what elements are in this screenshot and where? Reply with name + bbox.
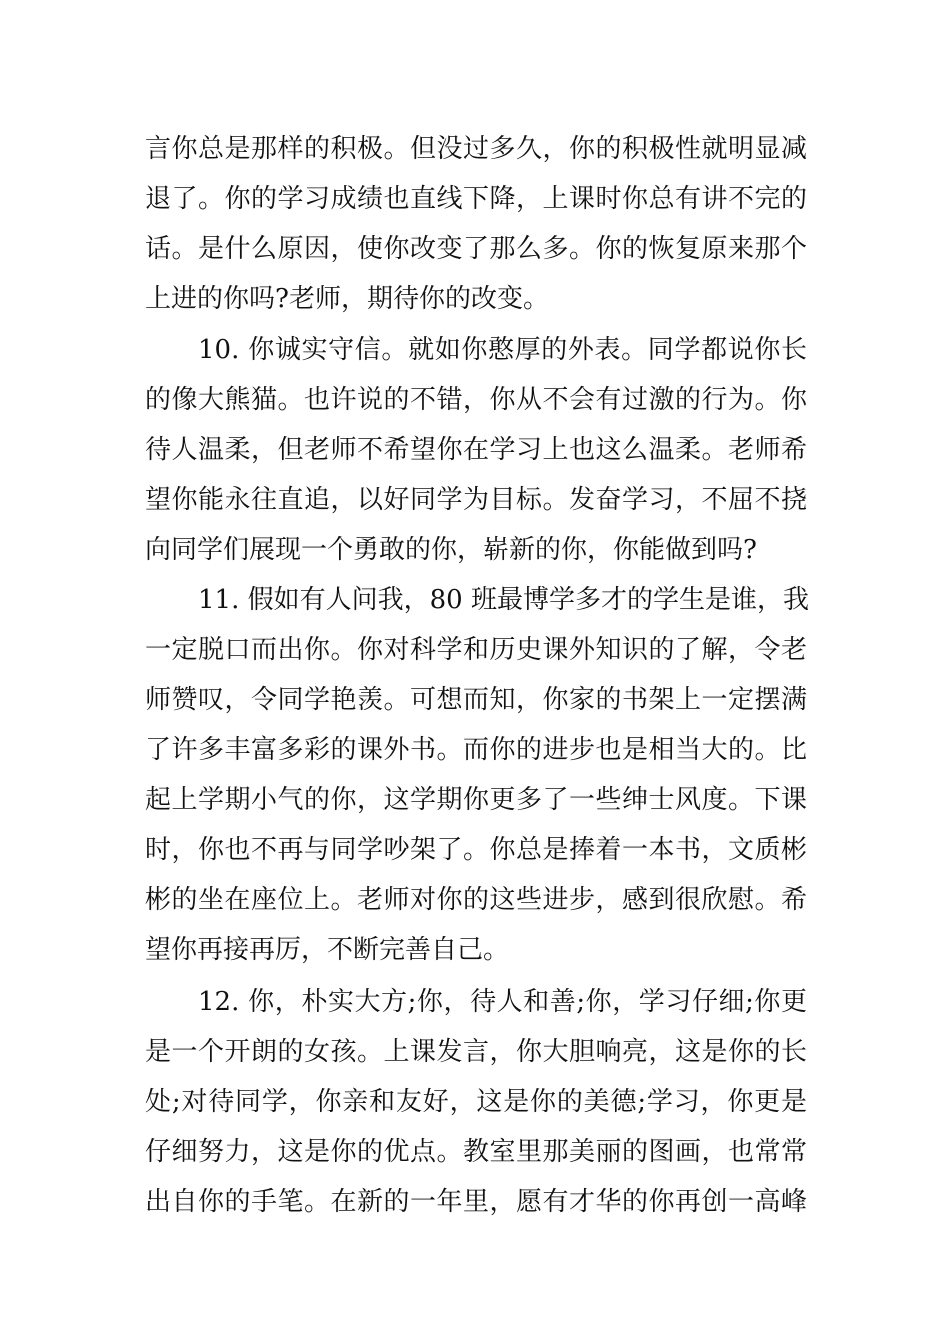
- text-line: 言你总是那样的积极。但没过多久，你的积极性就明显减: [145, 134, 807, 164]
- text-line: 望你再接再厉，不断完善自己。: [145, 935, 510, 965]
- paragraph-start-line: 12. 你，朴实大方;你，待人和善;你，学习仔细;你更: [198, 987, 807, 1017]
- paragraph-start-line: 10. 你诚实守信。就如你憨厚的外表。同学都说你长: [198, 335, 807, 365]
- text-line: 退了。你的学习成绩也直线下降，上课时你总有讲不完的: [145, 184, 807, 214]
- text-line: 的像大熊猫。也许说的不错，你从不会有过激的行为。你: [145, 385, 807, 415]
- text-line: 上进的你吗?老师，期待你的改变。: [145, 284, 549, 314]
- text-line: 一定脱口而出你。你对科学和历史课外知识的了解，令老: [145, 635, 807, 665]
- text-line: 向同学们展现一个勇敢的你，崭新的你，你能做到吗?: [145, 535, 757, 565]
- paragraph-start-line: 11. 假如有人问我，80 班最博学多才的学生是谁，我: [198, 585, 809, 615]
- text-line: 师赞叹，令同学艳羡。可想而知，你家的书架上一定摆满: [145, 685, 807, 715]
- text-line: 彬的坐在座位上。老师对你的这些进步，感到很欣慰。希: [145, 885, 807, 915]
- text-line: 话。是什么原因，使你改变了那么多。你的恢复原来那个: [145, 234, 807, 264]
- text-line: 处;对待同学，你亲和友好，这是你的美德;学习，你更是: [145, 1087, 807, 1117]
- text-line: 了许多丰富多彩的课外书。而你的进步也是相当大的。比: [145, 735, 807, 765]
- text-line: 起上学期小气的你，这学期你更多了一些绅士风度。下课: [145, 785, 807, 815]
- text-line: 时，你也不再与同学吵架了。你总是捧着一本书，文质彬: [145, 835, 807, 865]
- text-line: 望你能永往直追，以好同学为目标。发奋学习，不屈不挠: [145, 485, 807, 515]
- text-line: 是一个开朗的女孩。上课发言，你大胆响亮，这是你的长: [145, 1037, 807, 1067]
- text-line: 待人温柔，但老师不希望你在学习上也这么温柔。老师希: [145, 435, 807, 465]
- text-line: 仔细努力，这是你的优点。教室里那美丽的图画，也常常: [145, 1137, 807, 1167]
- text-line: 出自你的手笔。在新的一年里，愿有才华的你再创一高峰: [145, 1187, 807, 1217]
